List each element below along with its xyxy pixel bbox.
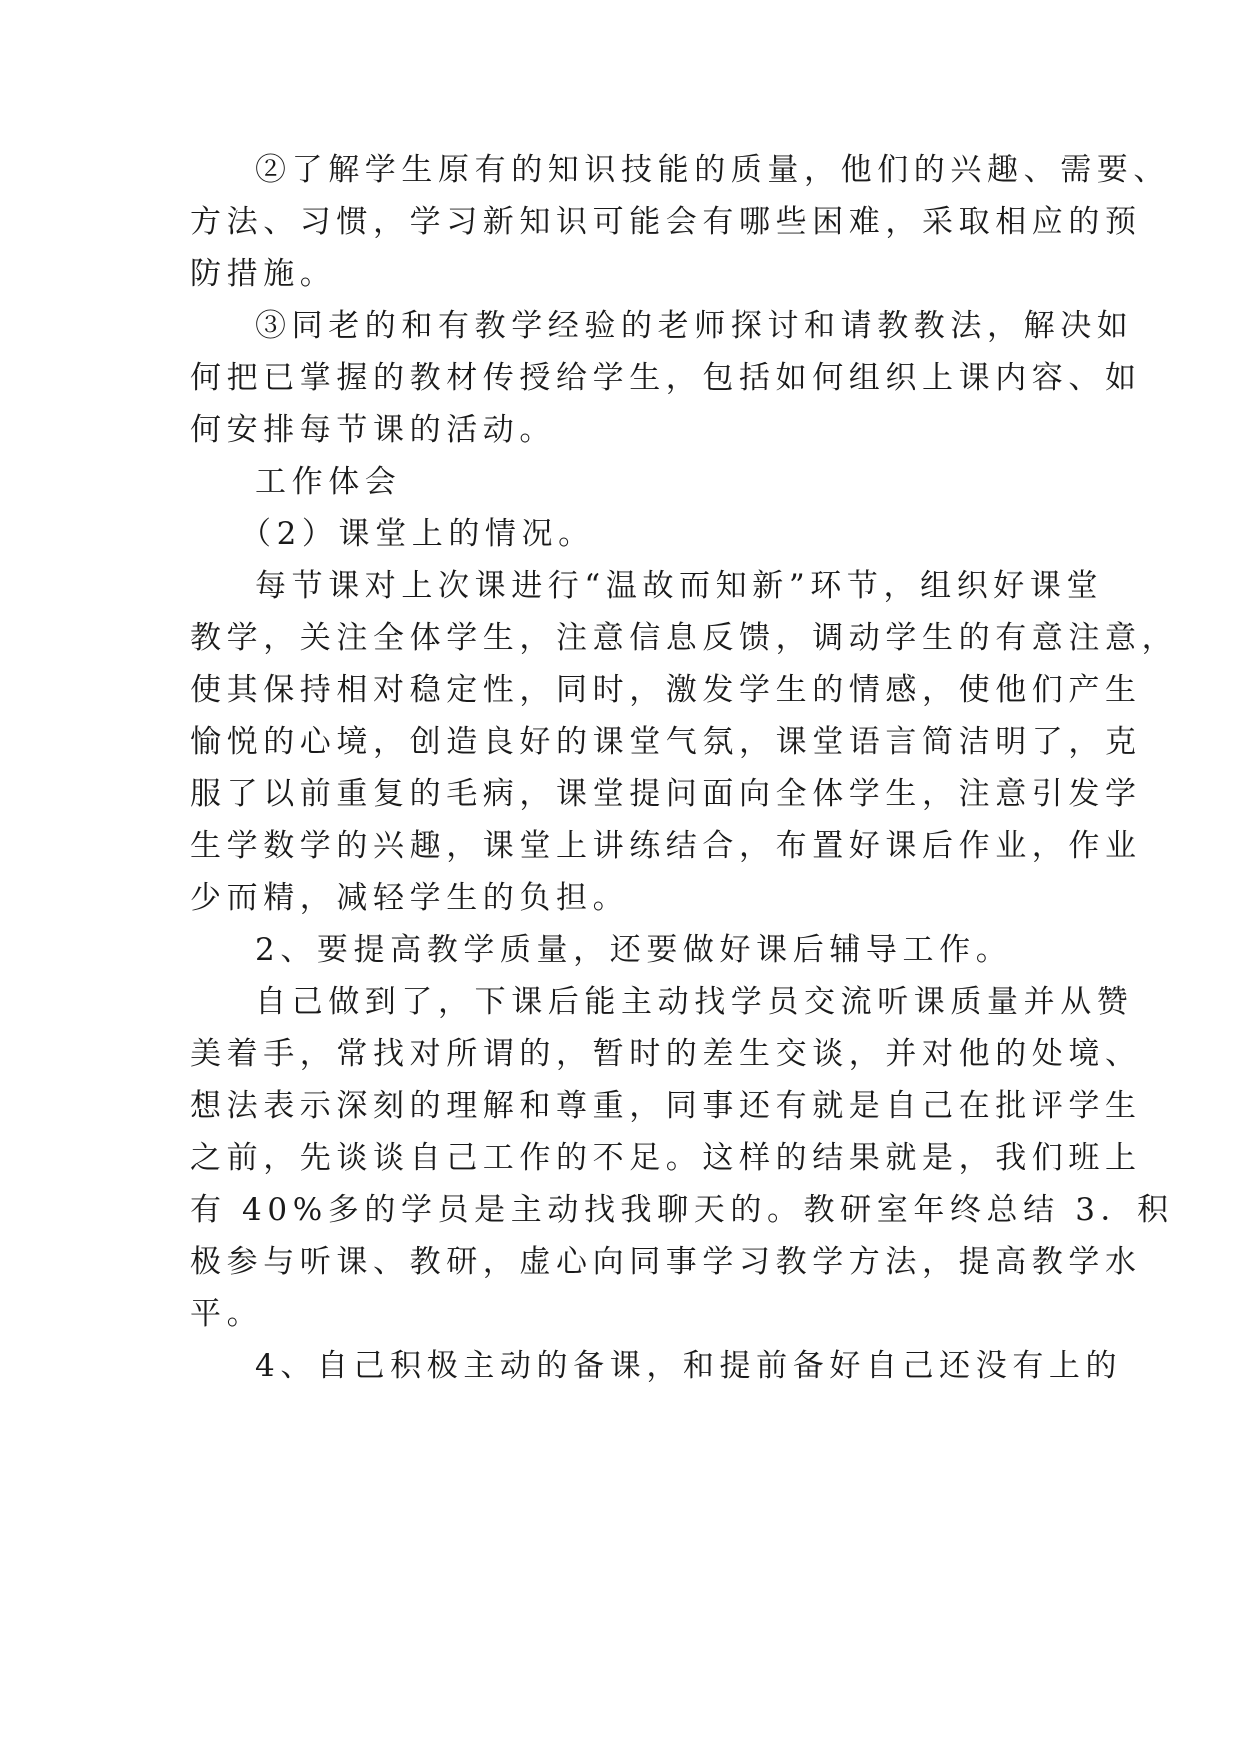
paragraph-line: 少而精，减轻学生的负担。: [190, 880, 630, 916]
paragraph-line: 有 40%多的学员是主动找我聊天的。教研室年终总结 3．积: [190, 1192, 1174, 1228]
subsection-heading: （2）课堂上的情况。: [240, 516, 595, 552]
paragraph-line: 之前，先谈谈自己工作的不足。这样的结果就是，我们班上: [190, 1140, 1142, 1176]
paragraph-line: 极参与听课、教研，虚心向同事学习教学方法，提高教学水: [190, 1244, 1142, 1280]
paragraph-line: 2、要提高教学质量，还要做好课后辅导工作。: [255, 932, 1013, 968]
paragraph-line: 防措施。: [190, 256, 337, 292]
paragraph-line: 使其保持相对稳定性，同时，激发学生的情感，使他们产生: [190, 672, 1142, 708]
paragraph-line: 每节课对上次课进行“温故而知新”环节，组织好课堂: [255, 568, 1104, 604]
paragraph-line: 愉悦的心境，创造良好的课堂气氛，课堂语言简洁明了，克: [190, 724, 1142, 760]
paragraph-line: 何安排每节课的活动。: [190, 412, 556, 448]
paragraph-line: ③同老的和有教学经验的老师探讨和请教教法，解决如: [255, 308, 1134, 344]
paragraph-line: 平。: [190, 1296, 264, 1332]
paragraph-line: 方法、习惯，学习新知识可能会有哪些困难，采取相应的预: [190, 204, 1142, 240]
paragraph-line: 生学数学的兴趣，课堂上讲练结合，布置好课后作业，作业: [190, 828, 1142, 864]
paragraph-line: 美着手，常找对所谓的，暂时的差生交谈，并对他的处境、: [190, 1036, 1142, 1072]
paragraph-line: 教学，关注全体学生，注意信息反馈，调动学生的有意注意，: [190, 620, 1179, 656]
paragraph-line: 自己做到了，下课后能主动找学员交流听课质量并从赞: [255, 984, 1134, 1020]
section-heading: 工作体会: [255, 464, 402, 500]
paragraph-line: ②了解学生原有的知识技能的质量，他们的兴趣、需要、: [255, 152, 1170, 188]
paragraph-line: 想法表示深刻的理解和尊重，同事还有就是自己在批评学生: [190, 1088, 1142, 1124]
paragraph-line: 服了以前重复的毛病，课堂提问面向全体学生，注意引发学: [190, 776, 1142, 812]
paragraph-line: 何把已掌握的教材传授给学生，包括如何组织上课内容、如: [190, 360, 1142, 396]
paragraph-line: 4、自己积极主动的备课，和提前备好自己还没有上的: [255, 1348, 1123, 1384]
